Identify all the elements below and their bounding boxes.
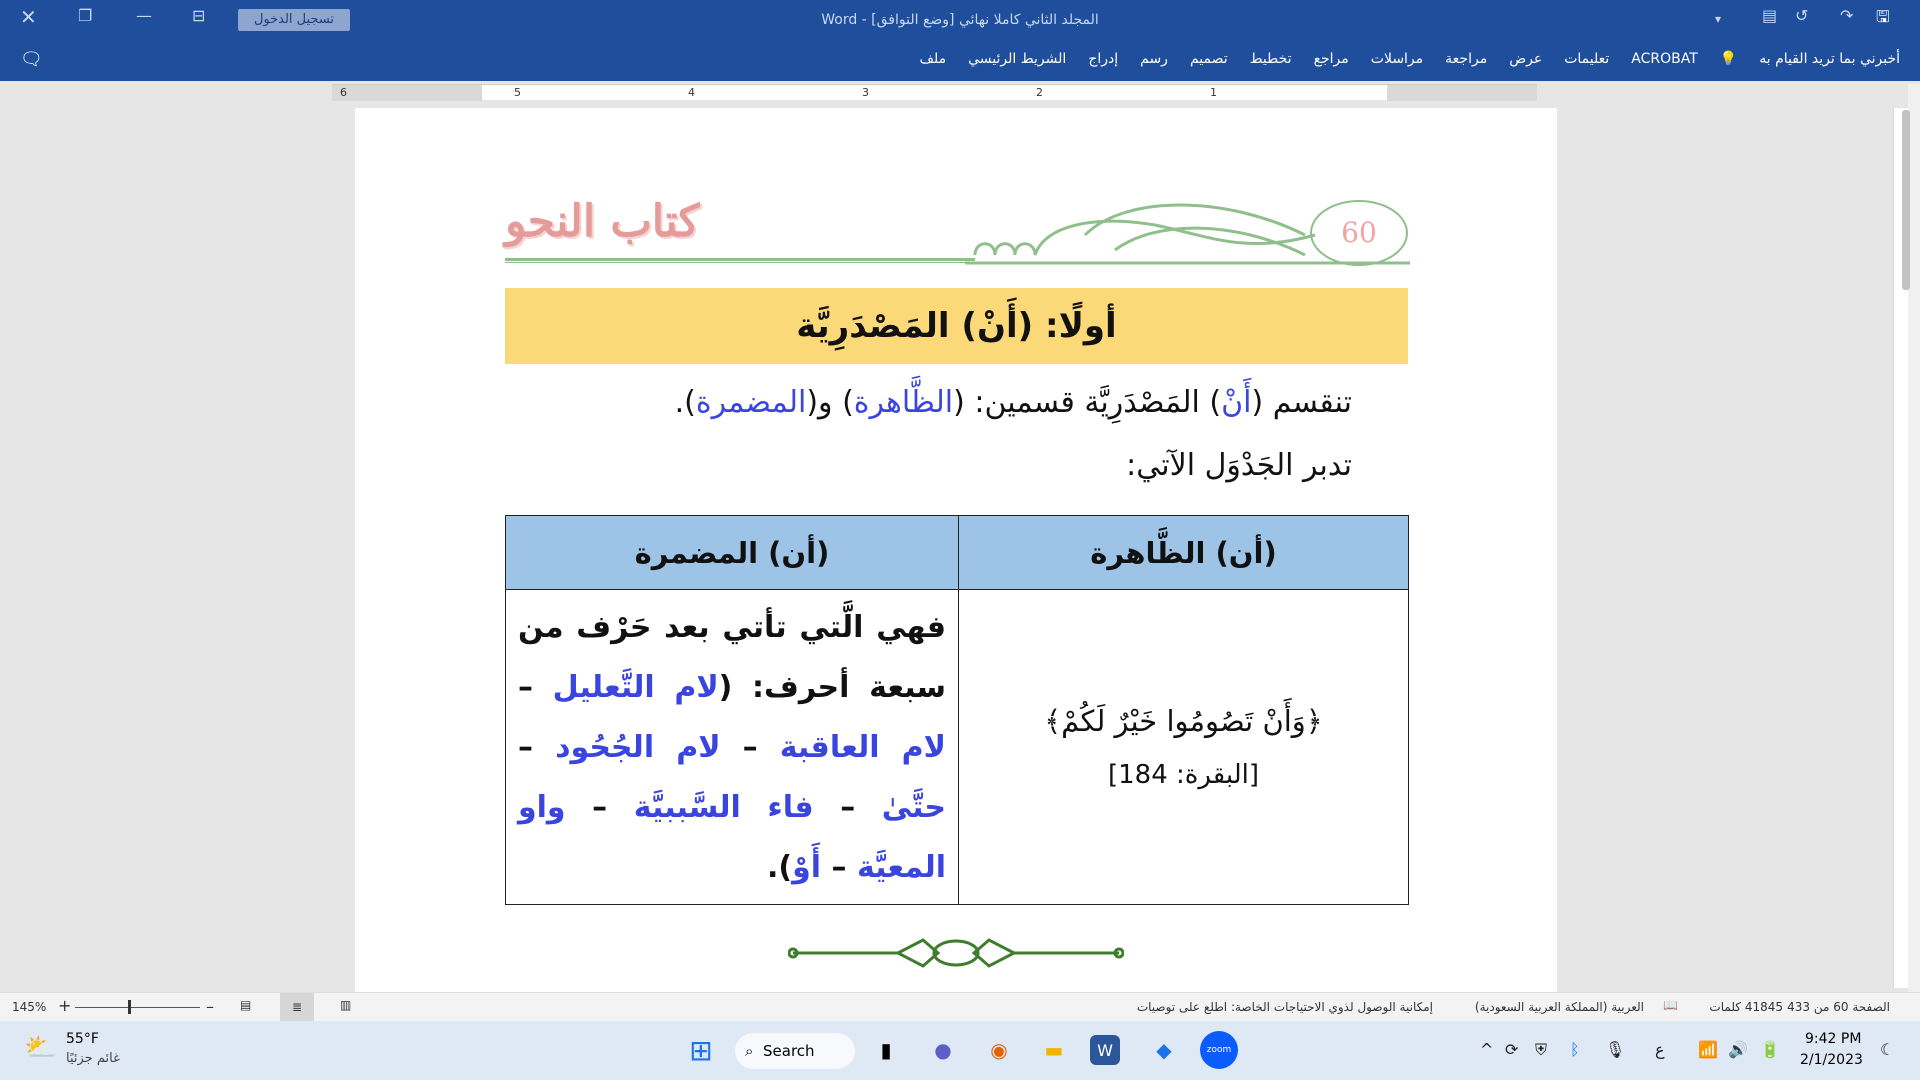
zoom-in-icon[interactable]: + (58, 996, 72, 1015)
save-icon[interactable]: 🖫 (1876, 7, 1890, 26)
clock-date[interactable]: 2/1/2023 (1800, 1052, 1863, 1068)
quran-verse: ﴿وَأَنْ تَصُومُوا خَيْرٌ لَكُمْ﴾ (1044, 704, 1323, 738)
text: ) المَصْدَرِيَّة قسمين: ( (953, 385, 1222, 420)
tab-mailings[interactable]: مراسلات (1370, 51, 1424, 67)
customize-toolbar-icon[interactable]: ▾ (1715, 12, 1722, 26)
ruler-number: 3 (862, 86, 869, 99)
focus-mode-icon[interactable]: ▤ (240, 998, 252, 1012)
header-mudmara: (أن) المضمرة (506, 516, 959, 590)
ribbon-tabs (0, 41, 1920, 81)
zoom-level[interactable]: 145% (12, 1000, 47, 1014)
tab-home[interactable]: الشريط الرئيسي (968, 51, 1067, 67)
letter-item: حتَّىٰ (881, 790, 947, 825)
letter-item: لام التَّعليل (552, 670, 719, 705)
letter-item: واو المعيَّة (518, 790, 946, 885)
highlight-mudmara: المضمرة (695, 385, 807, 420)
proofing-icon[interactable]: 📖 (1663, 998, 1678, 1012)
title-bar (0, 0, 1920, 41)
temperature[interactable]: 55°F (66, 1031, 99, 1047)
cell-mudmara (506, 590, 959, 905)
sep: – (720, 730, 780, 765)
verse-reference: [البقرة: 184] (1107, 760, 1260, 790)
lightbulb-icon: 💡 (1719, 51, 1738, 67)
sep: – (565, 790, 634, 825)
header-zahira: (أن) الظَّاهرة (959, 516, 1409, 590)
undo-icon[interactable]: ↺ (1795, 6, 1809, 25)
sep: – (821, 850, 857, 885)
text: ). (767, 850, 793, 885)
input-language[interactable]: ع (1655, 1040, 1665, 1059)
document-title: المجلد الثاني كاملا نهائي [وضع التوافق] - Word (821, 12, 1099, 28)
tab-view[interactable]: عرض (1509, 51, 1543, 67)
search-icon: ⌕ (745, 1042, 754, 1060)
text: ). (674, 385, 696, 420)
search-label: Search (763, 1042, 815, 1060)
zoom-slider-thumb[interactable] (128, 1000, 131, 1014)
ruler-number: 6 (340, 86, 347, 99)
task-view-icon[interactable]: ▮ (880, 1038, 892, 1062)
taskbar-search[interactable] (735, 1033, 855, 1069)
paragraph-table-intro: تدبر الجَدْوَل الآتي: (1126, 448, 1352, 483)
page-number: 60 (1310, 200, 1408, 266)
file-explorer-icon[interactable]: ▬ (1044, 1038, 1064, 1062)
tell-me-search[interactable]: أخبرني بما تريد القيام به (1759, 51, 1900, 67)
text: تنقسم ( (1251, 385, 1352, 420)
letter-item: أَوْ (792, 850, 822, 885)
letter-item: لام الجُحُود (555, 730, 721, 765)
redo-icon[interactable]: ↷ (1840, 6, 1854, 25)
word-count[interactable]: 41845 كلمات (1709, 1000, 1783, 1014)
tab-file[interactable]: ملف (919, 51, 947, 67)
horizontal-ruler[interactable] (332, 84, 1537, 100)
scrollbar-thumb[interactable] (1902, 110, 1910, 290)
footer-ornament (788, 938, 1124, 968)
word-icon[interactable]: W (1090, 1035, 1120, 1065)
restore-icon[interactable]: ❐ (78, 6, 93, 25)
windows-start-icon[interactable]: ⊞ (689, 1033, 713, 1067)
cell-zahira (959, 590, 1409, 905)
battery-icon[interactable]: 🔋 (1760, 1040, 1780, 1059)
sep: – (518, 730, 556, 765)
sep: – (813, 790, 882, 825)
sep: – (518, 670, 553, 705)
weather-icon[interactable]: ⛅ (24, 1033, 57, 1063)
zoom-slider[interactable] (75, 1007, 200, 1008)
tab-layout[interactable]: تخطيط (1249, 51, 1292, 67)
microphone-icon[interactable]: 🎙 (1605, 1040, 1626, 1059)
zoom-out-icon[interactable]: – (206, 997, 214, 1016)
section-heading (505, 288, 1408, 364)
ruler-number: 4 (688, 86, 695, 99)
firefox-icon[interactable]: ◉ (990, 1038, 1008, 1062)
tab-draw[interactable]: رسم (1140, 51, 1168, 67)
tab-help[interactable]: تعليمات (1564, 51, 1610, 67)
ruler-number: 1 (1210, 86, 1217, 99)
paragraph-divisions (675, 385, 1352, 420)
header-line (505, 258, 975, 263)
tab-references[interactable]: مراجع (1313, 51, 1349, 67)
accessibility-status[interactable]: إمكانية الوصول لذوي الاحتياجات الخاصة: اطلع على توصيات (1136, 1000, 1433, 1014)
tab-review[interactable]: مراجعة (1445, 51, 1488, 67)
wifi-icon[interactable]: 📶 (1698, 1040, 1718, 1059)
teams-icon[interactable]: ● (934, 1038, 952, 1062)
close-icon[interactable]: ✕ (20, 5, 37, 29)
zoom-app-icon[interactable]: zoom (1200, 1031, 1238, 1069)
tab-insert[interactable]: إدراج (1088, 51, 1119, 67)
sync-icon[interactable]: ⟳ (1505, 1040, 1519, 1059)
web-layout-icon[interactable]: ▥ (340, 998, 352, 1012)
ruler-number: 2 (1036, 86, 1043, 99)
status-bar (0, 992, 1920, 1021)
comments-icon[interactable]: 🗨 (20, 49, 43, 70)
letter-item: فاء السَّببيَّة (633, 790, 814, 825)
language[interactable]: العربية (المملكة العربية السعودية) (1474, 1000, 1644, 1014)
taskbar (0, 1021, 1920, 1080)
volume-icon[interactable]: 🔊 (1728, 1040, 1748, 1059)
weather-desc[interactable]: غائم جزئيًا (66, 1051, 120, 1066)
photos-icon[interactable]: ◆ (1156, 1038, 1172, 1062)
bluetooth-icon[interactable]: ᛒ (1570, 1040, 1580, 1059)
highlight-an: أَنْ (1221, 385, 1252, 420)
book-logo: كتاب النحو (505, 196, 700, 247)
ruler-number: 5 (514, 86, 521, 99)
sign-in-button[interactable]: تسجيل الدخول (238, 9, 350, 31)
letter-item: لام العاقبة (779, 730, 946, 765)
highlight-zahira: الظَّاهرة (853, 385, 954, 420)
tab-design[interactable]: تصميم (1189, 51, 1228, 67)
ribbon-display-icon[interactable]: ⊟ (192, 6, 206, 25)
document-icon[interactable]: ▤ (1762, 6, 1778, 25)
print-layout-icon[interactable]: ≣ (280, 993, 314, 1021)
show-hidden-icons[interactable]: ^ (1480, 1040, 1494, 1059)
page-count[interactable]: الصفحة 60 من 433 (1787, 1000, 1890, 1014)
an-types-table (505, 515, 1409, 905)
security-icon[interactable]: ⛨ (1535, 1040, 1548, 1059)
tab-acrobat[interactable]: ACROBAT (1631, 51, 1698, 67)
minimize-icon[interactable]: — (136, 6, 152, 25)
clock-time[interactable]: 9:42 PM (1805, 1031, 1862, 1047)
text: ) و( (806, 385, 854, 420)
text: فهي الَّتي تأتي بعد حَرْف من سبعة أحرف: ( (518, 610, 946, 705)
notifications-icon[interactable]: ☾ (1880, 1040, 1895, 1059)
heading-text: أولًا: (أَنْ) المَصْدَرِيَّة (796, 306, 1117, 346)
